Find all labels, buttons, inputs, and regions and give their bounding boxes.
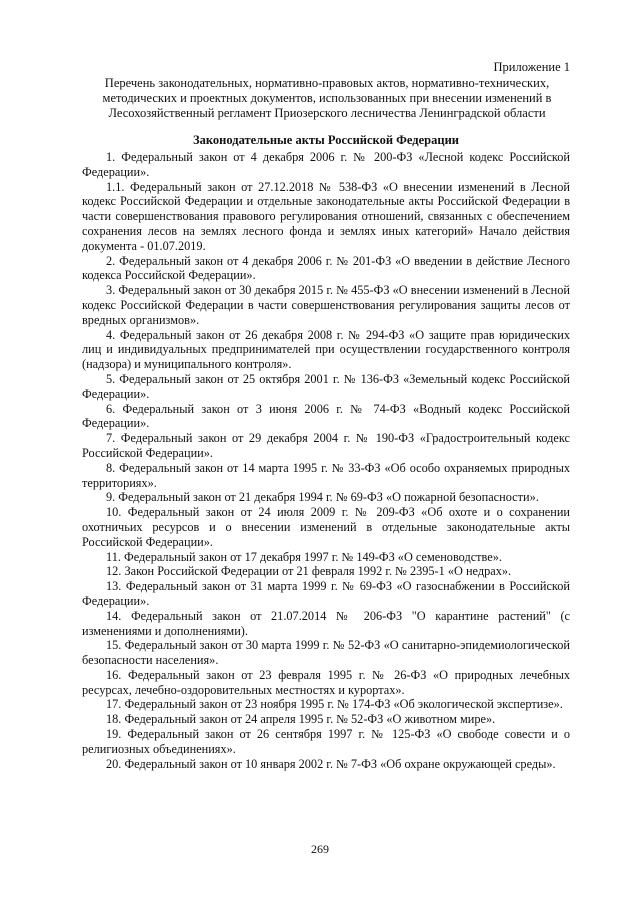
- list-item: 14. Федеральный закон от 21.07.2014 № 206-ФЗ "О карантине растений" (с изменениями и дополнениями).: [82, 608, 570, 638]
- appendix-label: Приложение 1: [493, 60, 570, 74]
- list-item: 12. Закон Российской Федерации от 21 февраля 1992 г. № 2395-1 «О недрах».: [106, 564, 512, 579]
- law-list: [82, 150, 570, 771]
- list-item: 6. Федеральный закон от 3 июня 2006 г. № 74-ФЗ «Водный кодекс Российской Федерации».: [82, 401, 570, 431]
- list-item: 10. Федеральный закон от 24 июля 2009 г. № 209-ФЗ «Об охоте и о сохранении охотничьих ресурсов и о внесении изменений в отдельные законодательные акты Российской Федерации».: [82, 505, 570, 549]
- document-intro: Перечень законодательных, нормативно-правовых актов, нормативно-технических, методических и проектных документов, использованных при внесении изменений в Лесохозяйственный регламент Приозерского лесничества Ленинградской области: [102, 76, 552, 120]
- page-number: 269: [311, 842, 329, 856]
- list-item: 13. Федеральный закон от 31 марта 1999 г. № 69-ФЗ «О газоснабжении в Российской Федерации».: [82, 579, 570, 608]
- list-item: 9. Федеральный закон от 21 декабря 1994 г. № 69-ФЗ «О пожарной безопасности».: [106, 490, 539, 505]
- list-item: 5. Федеральный закон от 25 октября 2001 г. № 136-ФЗ «Земельный кодекс Российской Федерации».: [82, 371, 570, 401]
- list-item: 19. Федеральный закон от 26 сентября 1997 г. № 125-ФЗ «О свободе совести и о религиозных объединениях».: [82, 727, 570, 756]
- list-item: 15. Федеральный закон от 30 марта 1999 г. № 52-ФЗ «О санитарно-эпидемиологической безопасности населения».: [82, 638, 570, 668]
- list-item: 2. Федеральный закон от 4 декабря 2006 г. № 201-ФЗ «О введении в действие Лесного кодекса Российской Федерации».: [82, 253, 570, 283]
- list-item: 8. Федеральный закон от 14 марта 1995 г. № 33-ФЗ «Об особо охраняемых природных территориях».: [82, 460, 570, 490]
- list-item: 17. Федеральный закон от 23 ноября 1995 г. № 174-ФЗ «Об экологической экспертизе».: [106, 697, 563, 712]
- list-item: 20. Федеральный закон от 10 января 2002 г. № 7-ФЗ «Об охране окружающей среды».: [106, 756, 556, 771]
- list-item: 3. Федеральный закон от 30 декабря 2015 г. № 455-ФЗ «О внесении изменений в Лесной кодекс Российской Федерации в части совершенствования регулирования защиты лесов от вредных организмов».: [82, 283, 570, 327]
- list-item: 1.1. Федеральный закон от 27.12.2018 № 538-ФЗ «О внесении изменений в Лесной кодекс Российской Федерации и отдельные законодательные акты Российской Федерации в части совершенствования правового регулирования отношений, связанных с обеспечением сохранения лесов на землях лесного фонда и землях иных категорий» Начало действия документа - 01.07.2019.: [82, 179, 570, 253]
- list-item: 11. Федеральный закон от 17 декабря 1997 г. № 149-ФЗ «О семеноводстве».: [106, 549, 502, 564]
- section-title: Законодательные акты Российской Федерации: [193, 133, 459, 147]
- list-item: 4. Федеральный закон от 26 декабря 2008 г. № 294-ФЗ «О защите прав юридических лиц и индивидуальных предпринимателей при осуществлении государственного контроля (надзора) и муниципального контроля».: [82, 327, 570, 372]
- list-item: 18. Федеральный закон от 24 апреля 1995 г. № 52-ФЗ «О животном мире».: [106, 712, 496, 727]
- list-item: 7. Федеральный закон от 29 декабря 2004 г. № 190-ФЗ «Градостроительный кодекс Российской Федерации».: [82, 431, 570, 460]
- list-item: 1. Федеральный закон от 4 декабря 2006 г. № 200-ФЗ «Лесной кодекс Российской Федерации».: [82, 150, 570, 179]
- list-item: 16. Федеральный закон от 23 февраля 1995 г. № 26-ФЗ «О природных лечебных ресурсах, лечебно-оздоровительных местностях и курортах».: [82, 667, 570, 697]
